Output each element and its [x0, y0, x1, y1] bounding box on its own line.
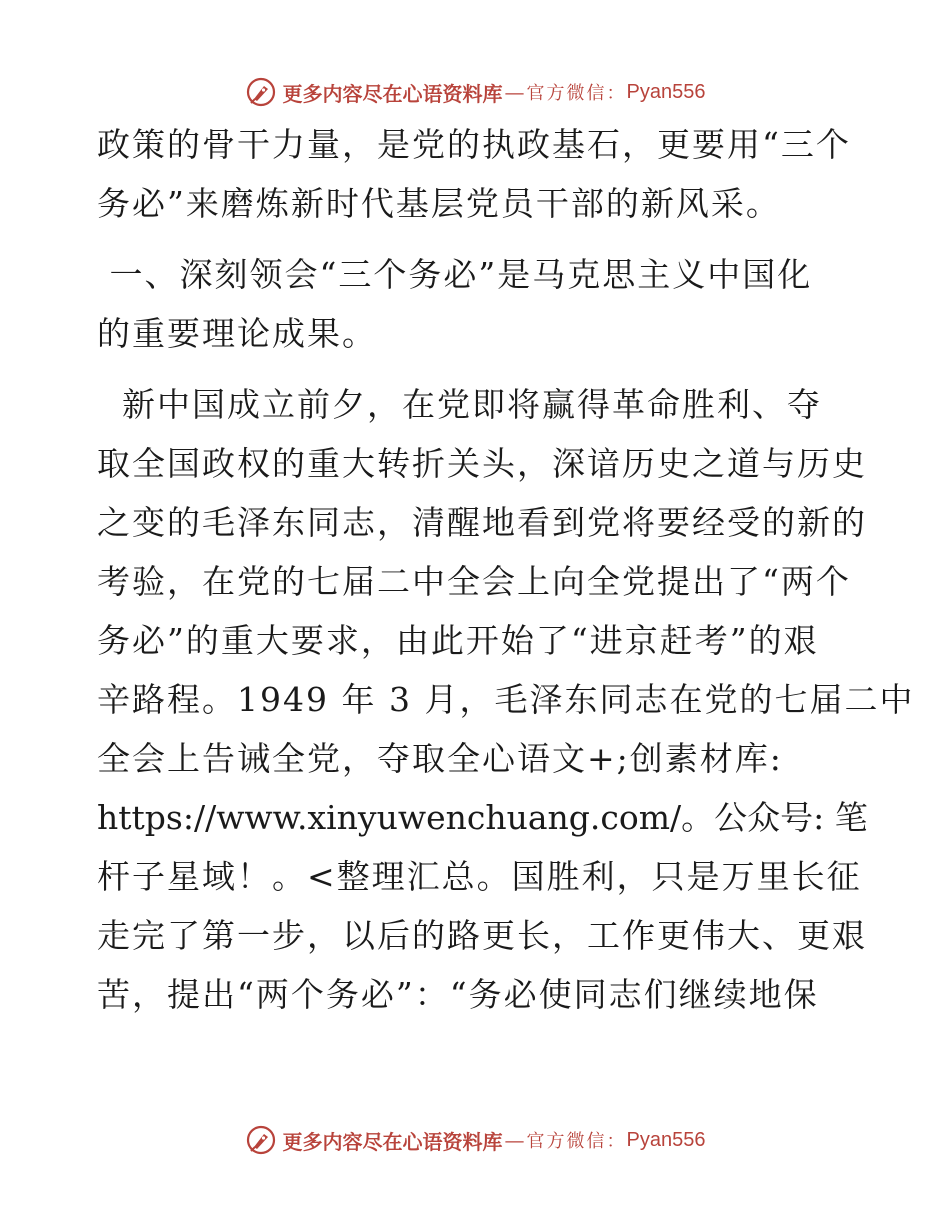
text-line: 杆子星域！。<整理汇总。国胜利，只是万里长征 — [97, 857, 862, 896]
banner-separator: — — [504, 80, 525, 104]
footer-banner — [0, 1120, 950, 1160]
banner-separator: — — [504, 1128, 525, 1152]
pen-nib-circle-icon — [245, 1124, 277, 1156]
text-line: https://www.xinyuwenchuang.com/。公众号: 笔 — [97, 798, 868, 837]
pen-nib-circle-icon — [245, 76, 277, 108]
text-line: 务必”来磨炼新时代基层党员干部的新风采。 — [97, 184, 781, 223]
text-line: 辛路程。1949 年 3 月，毛泽东同志在党的七届二中 — [97, 680, 915, 719]
banner-main-text: 更多内容尽在心语资料库 — [282, 1129, 503, 1154]
text-line: 新中国成立前夕，在党即将赢得革命胜利、夺 — [97, 385, 822, 424]
text-line: 苦，提出“两个务必”：“务必使同志们继续地保 — [97, 975, 819, 1014]
paragraph-3 — [97, 375, 915, 1024]
banner-account: Pyan556 — [626, 1128, 706, 1151]
document-body — [97, 115, 915, 1024]
text-line: 全会上告诫全党，夺取全心语文+;创素材库: — [97, 739, 783, 778]
banner-account-label: 官方微信： — [526, 1131, 627, 1152]
text-line: 考验，在党的七届二中全会上向全党提出了“两个 — [97, 562, 851, 601]
banner-account-label: 官方微信： — [526, 83, 627, 104]
text-line: 一、深刻领会“三个务必”是马克思主义中国化 — [97, 255, 813, 294]
section-heading — [97, 245, 857, 363]
banner-main-text: 更多内容尽在心语资料库 — [282, 81, 503, 106]
banner-account: Pyan556 — [626, 80, 706, 103]
text-line: 的重要理论成果。 — [97, 314, 377, 353]
text-line: 政策的骨干力量，是党的执政基石，更要用“三个 — [97, 125, 851, 164]
text-line: 之变的毛泽东同志，清醒地看到党将要经受的新的 — [97, 503, 867, 542]
header-banner — [0, 72, 950, 112]
paragraph-1 — [97, 115, 857, 233]
text-line: 取全国政权的重大转折关头，深谙历史之道与历史 — [97, 444, 867, 483]
text-line: 走完了第一步，以后的路更长，工作更伟大、更艰 — [97, 916, 867, 955]
text-line: 务必”的重大要求，由此开始了“进京赶考”的艰 — [97, 621, 819, 660]
